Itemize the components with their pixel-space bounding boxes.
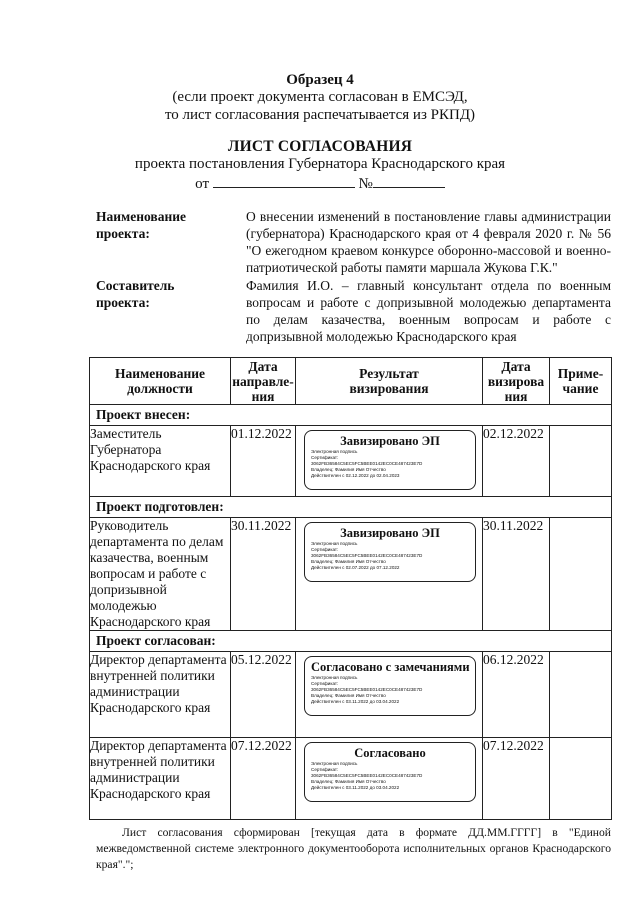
note-cell — [550, 738, 612, 820]
header-position: Наименование должности — [90, 358, 231, 405]
project-author-value: Фамилия И.О. – главный консультант отдела по военным вопросам и работе с допризывной молодежью департамента по делам казачества, военным вопросам и работе с допризывной молодежью Краснодарского края — [246, 278, 611, 344]
note-cell — [550, 426, 612, 497]
stamp-line: Электронная подпись — [311, 675, 358, 680]
date-signed-cell: 02.12.2022 — [483, 426, 550, 497]
stamp-line: Действителен с 02.07.2022 до 07.12.2022 — [311, 565, 400, 570]
approval-table — [89, 357, 612, 820]
signature-stamp — [304, 522, 476, 582]
header-date-signed: Дата визирова ния — [483, 358, 550, 405]
project-name-label-line-2: проекта: — [96, 226, 150, 241]
date-blank — [213, 175, 355, 188]
section-row-introduced — [90, 405, 612, 426]
document-subtitle: проекта постановления Губернатора Краснодарского края — [134, 156, 506, 172]
note-cell — [550, 518, 612, 631]
result-cell — [296, 652, 483, 738]
position-cell: Директор департамента внутренней политики администрации Краснодарского края — [90, 652, 231, 738]
section-row-agreed — [90, 631, 612, 652]
stamp-title: Согласовано с замечаниями — [311, 660, 470, 674]
position-cell: Руководитель департамента по делам казачества, военным вопросам и работе с допризывной молодежью Краснодарского края — [90, 518, 231, 631]
stamp-title: Согласовано — [354, 746, 426, 760]
stamp-line: Владелец: Фамилия Имя Отчество — [311, 779, 386, 784]
table-row — [90, 738, 612, 820]
project-name-label-line-1: Наименование — [96, 209, 186, 224]
date-sent-cell: 30.11.2022 — [231, 518, 296, 631]
stamp-line: 3062FB36584C5EC5FC5BEE0142EC0CE487423E7D — [311, 553, 423, 558]
section-row-prepared — [90, 497, 612, 518]
stamp-line: 3062FB36584C5EC5FC5BEE0142EC0CE487423E7D — [311, 773, 423, 778]
date-signed-cell: 06.12.2022 — [483, 652, 550, 738]
stamp-line: Действителен с 03.11.2022 до 03.04.2022 — [311, 785, 400, 790]
stamp-line: Электронная подпись — [311, 761, 358, 766]
header-date-sent: Дата направле- ния — [232, 358, 294, 404]
number-sign: № — [358, 176, 373, 192]
section-prepared: Проект подготовлен: — [90, 497, 612, 518]
header-note: Приме- чание — [550, 358, 612, 405]
sample-title: Образец 4 — [286, 72, 354, 88]
signature-stamp — [304, 656, 476, 716]
stamp-line: Сертификат: — [311, 547, 339, 552]
number-blank — [373, 175, 445, 188]
stamp-line: Действителен с 03.11.2022 до 03.04.2022 — [311, 699, 400, 704]
note-cell — [550, 652, 612, 738]
stamp-line: Владелец: Фамилия Имя Отчество — [311, 467, 386, 472]
stamp-line: Электронная подпись — [311, 541, 358, 546]
project-name-value: О внесении изменений в постановление главы администрации (губернатора) Краснодарского края от 4 февраля 2020 г. № 56 "О ежегодном краевом конкурсе оборонно-массовой и военно-патриотической работы памяти маршала Жукова Г.К." — [246, 209, 611, 275]
result-cell — [296, 426, 483, 497]
sample-note-line-2: то лист согласования распечатывается из РКПД) — [164, 107, 476, 123]
date-signed-cell: 07.12.2022 — [483, 738, 550, 820]
section-agreed: Проект согласован: — [90, 631, 612, 652]
result-cell — [296, 738, 483, 820]
stamp-line: Владелец: Фамилия Имя Отчество — [311, 559, 386, 564]
stamp-line: Сертификат: — [311, 455, 339, 460]
project-author-label-line-1: Составитель — [96, 278, 175, 293]
stamp-line: Сертификат: — [311, 681, 339, 686]
signature-stamp — [304, 430, 476, 490]
table-header-row — [90, 358, 612, 405]
position-cell: Директор департамента внутренней политики администрации Краснодарского края — [90, 738, 231, 820]
date-sent-cell: 07.12.2022 — [231, 738, 296, 820]
stamp-line: Владелец: Фамилия Имя Отчество — [311, 693, 386, 698]
stamp-title: Завизировано ЭП — [340, 526, 440, 540]
section-introduced: Проект внесен: — [90, 405, 612, 426]
result-cell — [296, 518, 483, 631]
table-row — [90, 518, 612, 631]
project-author-label-line-2: проекта: — [96, 295, 150, 310]
date-prefix: от — [195, 176, 210, 192]
date-signed-cell: 30.11.2022 — [483, 518, 550, 631]
position-cell: Заместитель Губернатора Краснодарского края — [90, 426, 231, 497]
document-title: ЛИСТ СОГЛАСОВАНИЯ — [227, 138, 413, 155]
date-sent-cell: 01.12.2022 — [231, 426, 296, 497]
stamp-line: Сертификат: — [311, 767, 339, 772]
stamp-line: 3062FB36584C5EC5FC5BEE0142EC0CE487423E7D — [311, 687, 423, 692]
stamp-line: Действителен с 02.12.2022 до 02.04.2023 — [311, 473, 400, 478]
header-result: Результат визирования — [296, 358, 483, 405]
stamp-title: Завизировано ЭП — [340, 434, 440, 448]
document-date-line — [0, 175, 640, 193]
signature-stamp — [304, 742, 476, 802]
sample-note-line-1: (если проект документа согласован в ЕМСЭД, — [172, 89, 468, 105]
footer-note: Лист согласования сформирован [текущая дата в формате ДД.ММ.ГГГГ] в "Единой межведомственной системе электронного документооборота исполнительных органов Краснодарского края"."; — [96, 826, 611, 871]
project-name-label — [96, 208, 226, 242]
table-row — [90, 426, 612, 497]
stamp-line: 3062FB36584C5EC5FC5BEE0142EC0CE487423E7D — [311, 461, 423, 466]
stamp-line: Электронная подпись — [311, 449, 358, 454]
table-row — [90, 652, 612, 738]
date-sent-cell: 05.12.2022 — [231, 652, 296, 738]
project-author-label — [96, 277, 226, 311]
